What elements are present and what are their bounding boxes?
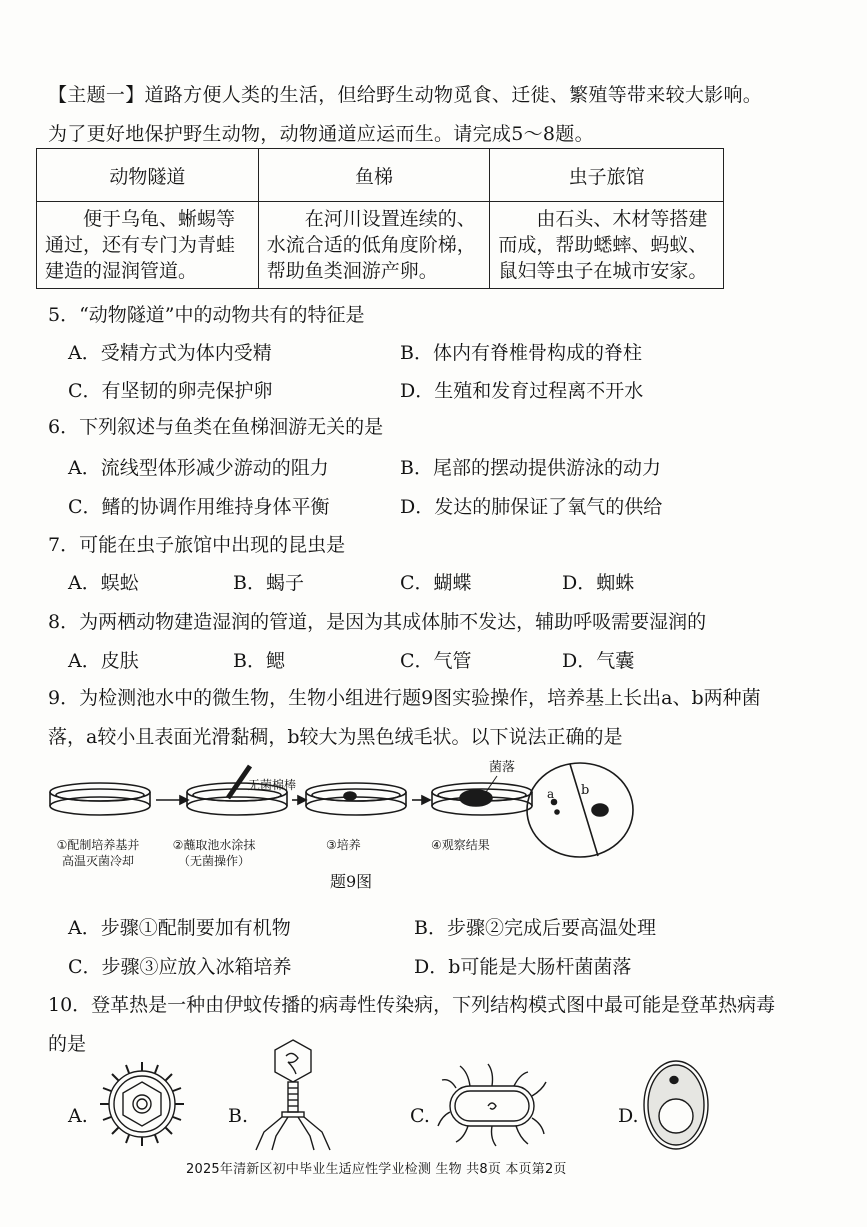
label-colony-a: a [547, 787, 555, 801]
q7-option-a: A．蜈蚣 [68, 572, 139, 594]
q6-option-c: C．鳍的协调作用维持身体平衡 [68, 496, 330, 518]
q10-option-a: A. [68, 1105, 88, 1127]
label-colony-b: b [581, 783, 590, 798]
figure-9-caption: 题9图 [330, 872, 373, 891]
q8-option-b: B．鳃 [233, 650, 285, 672]
colony-top-view [527, 763, 633, 857]
question-6-stem: 6．下列叙述与鱼类在鱼梯洄游无关的是 [48, 416, 384, 438]
question-5-stem: 5．“动物隧道”中的动物共有的特征是 [48, 304, 365, 326]
q9-option-a: A．步骤①配制要加有机物 [68, 917, 291, 939]
question-10-stem-line1: 10．登革热是一种由伊蚊传播的病毒性传染病，下列结构模式图中最可能是登革热病毒 [48, 994, 776, 1016]
q9-option-b: B．步骤②完成后要高温处理 [414, 917, 656, 939]
q8-option-d: D．气囊 [562, 650, 635, 672]
q8-option-c: C．气管 [400, 650, 472, 672]
petri-dish-3 [306, 783, 406, 815]
page-footer: 2025年清新区初中毕业生适应性学业检测 生物 共8页 本页第2页 [186, 1162, 567, 1177]
q7-option-b: B．蝎子 [233, 572, 304, 594]
q7-option-d: D．蜘蛛 [562, 572, 635, 594]
table-cell-fish-ladder: 在河川设置连续的、水流合适的低角度阶梯，帮助鱼类洄游产卵。 [258, 202, 490, 289]
label-colony: 菌落 [489, 760, 516, 775]
q6-option-d: D．发达的肺保证了氧气的供给 [400, 496, 663, 518]
bacteriophage-icon [248, 1036, 338, 1152]
table-header-tunnel: 动物隧道 [37, 149, 259, 202]
topic-intro-line1: 【主题一】道路方便人类的生活，但给野生动物觅食、迁徙、繁殖等带来较大影响。 [48, 84, 763, 106]
step-1-caption: ①配制培养基并 高温灭菌冷却 [56, 838, 140, 868]
q5-option-b: B．体内有脊椎骨构成的脊柱 [400, 342, 642, 364]
table-header-fish-ladder: 鱼梯 [258, 149, 490, 202]
q8-option-a: A．皮肤 [68, 650, 139, 672]
table-header-insect-hotel: 虫子旅馆 [490, 149, 724, 202]
cotton-swab-icon [228, 766, 250, 798]
q5-option-a: A．受精方式为体内受精 [68, 342, 272, 364]
animal-passage-table [36, 148, 724, 289]
table-cell-tunnel: 便于乌龟、蜥蜴等通过，还有专门为青蛙建造的湿润管道。 [37, 202, 259, 289]
petri-dish-1 [50, 783, 150, 815]
question-10-stem-line2: 的是 [48, 1033, 87, 1055]
q10-option-c: C. [410, 1105, 430, 1127]
q9-option-c: C．步骤③应放入冰箱培养 [68, 956, 292, 978]
q10-option-d: D. [618, 1105, 639, 1127]
table-cell-insect-hotel: 由石头、木材等搭建而成，帮助蟋蟀、蚂蚁、鼠妇等虫子在城市安家。 [490, 202, 724, 289]
topic-intro-line2: 为了更好地保护野生动物，动物通道应运而生。请完成5～8题。 [48, 123, 594, 145]
question-9-stem-line2: 落，a较小且表面光滑黏稠，b较大为黑色绒毛状。以下说法正确的是 [48, 726, 623, 748]
q5-option-d: D．生殖和发育过程离不开水 [400, 380, 644, 402]
bacterium-icon [436, 1060, 548, 1150]
question-9-stem-line1: 9．为检测池水中的微生物，生物小组进行题9图实验操作，培养基上长出a、b两种菌 [48, 687, 761, 709]
question-8-stem: 8．为两栖动物建造湿润的管道，是因为其成体肺不发达，辅助呼吸需要湿润的 [48, 611, 707, 633]
step-2-caption: ②蘸取池水涂抹 （无菌操作） [172, 838, 256, 868]
q5-option-c: C．有坚韧的卵壳保护卵 [68, 380, 273, 402]
q6-option-a: A．流线型体形减少游动的阻力 [68, 457, 329, 479]
q7-option-c: C．蝴蝶 [400, 572, 472, 594]
q9-option-d: D．b可能是大肠杆菌菌落 [414, 956, 632, 978]
step-3-caption: ③培养 [326, 838, 361, 852]
q6-option-b: B．尾部的摆动提供游泳的动力 [400, 457, 661, 479]
question-7-stem: 7．可能在虫子旅馆中出现的昆虫是 [48, 534, 346, 556]
fungal-cell-icon [640, 1058, 712, 1152]
label-sterile-swab: 无菌棉棒 [248, 778, 297, 792]
virus-capsid-icon [96, 1058, 188, 1150]
q10-option-b: B. [228, 1105, 249, 1127]
step-4-caption: ④观察结果 [431, 838, 490, 852]
